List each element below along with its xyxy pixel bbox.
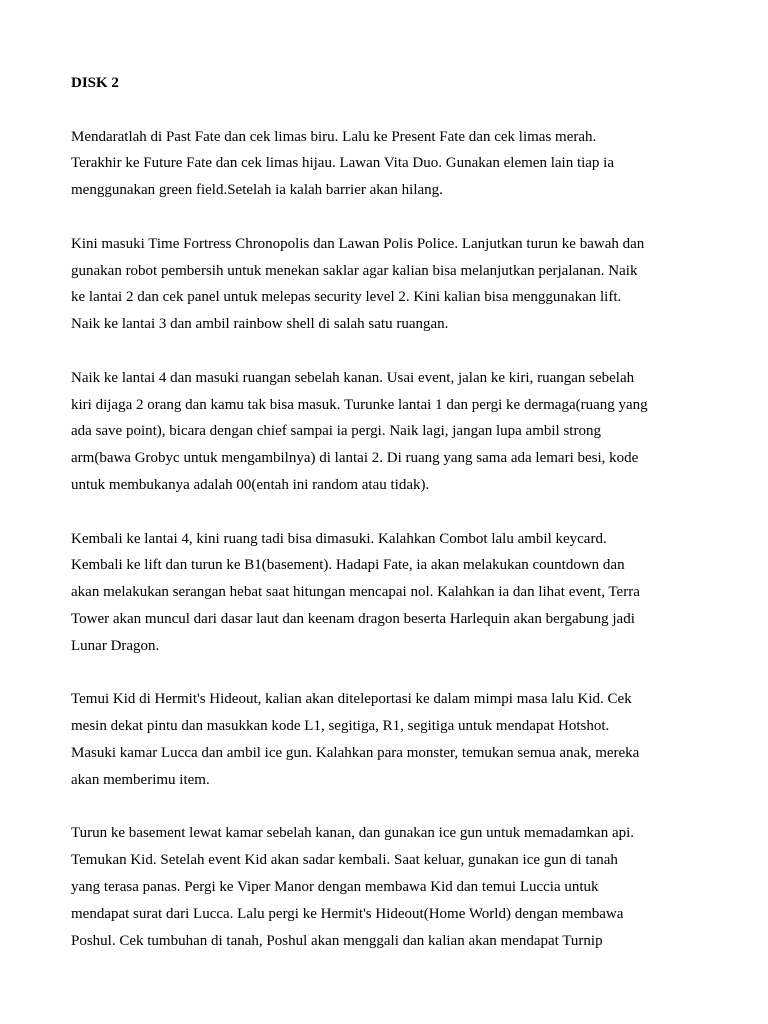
- paragraph-5: [71, 686, 661, 793]
- paragraph-line: gunakan robot pembersih untuk menekan saklar agar kalian bisa melanjutkan perjalanan. Naik: [71, 262, 638, 279]
- document-heading: DISK 2: [71, 75, 119, 91]
- paragraph-line: ke lantai 2 dan cek panel untuk melepas security level 2. Kini kalian bisa menggunakan lift.: [71, 289, 622, 306]
- paragraph-line: menggunakan green field.Setelah ia kalah barrier akan hilang.: [71, 182, 443, 199]
- paragraph-line: Lunar Dragon.: [71, 637, 160, 654]
- paragraph-4: [71, 526, 661, 660]
- paragraph-line: arm(bawa Grobyc untuk mengambilnya) di lantai 2. Di ruang yang sama ada lemari besi, kode: [71, 450, 639, 467]
- paragraph-line: akan melakukan serangan hebat saat hitungan mencapai nol. Kalahkan ia dan lihat event, Terra: [71, 584, 640, 601]
- paragraph-line: Terakhir ke Future Fate dan cek limas hijau. Lawan Vita Duo. Gunakan elemen lain tiap ia: [71, 155, 615, 172]
- paragraph-line: mendapat surat dari Lucca. Lalu pergi ke Hermit's Hideout(Home World) dengan membawa: [71, 905, 624, 922]
- paragraph-line: Kini masuki Time Fortress Chronopolis dan Lawan Polis Police. Lanjutkan turun ke bawah dan: [71, 235, 645, 252]
- paragraph-line: Kembali ke lantai 4, kini ruang tadi bisa dimasuki. Kalahkan Combot lalu ambil keycard.: [71, 530, 607, 547]
- paragraph-line: Temukan Kid. Setelah event Kid akan sadar kembali. Saat keluar, gunakan ice gun di tanah: [71, 852, 618, 869]
- paragraph-line: Naik ke lantai 4 dan masuki ruangan sebelah kanan. Usai event, jalan ke kiri, ruangan sebelah: [71, 369, 635, 386]
- paragraph-line: Poshul. Cek tumbuhan di tanah, Poshul akan menggali dan kalian akan mendapat Turnip: [71, 932, 603, 949]
- document-page: [71, 70, 661, 954]
- paragraph-line: akan memberimu item.: [71, 771, 210, 788]
- paragraph-line: ada save point), bicara dengan chief sampai ia pergi. Naik lagi, jangan lupa ambil strong: [71, 423, 601, 440]
- paragraph-line: Temui Kid di Hermit's Hideout, kalian akan diteleportasi ke dalam mimpi masa lalu Kid. Cek: [71, 691, 632, 708]
- paragraph-line: Mendaratlah di Past Fate dan cek limas biru. Lalu ke Present Fate dan cek limas merah.: [71, 128, 597, 145]
- paragraph-2: [71, 231, 661, 338]
- paragraph-line: Kembali ke lift dan turun ke B1(basement). Hadapi Fate, ia akan melakukan countdown dan: [71, 557, 625, 574]
- paragraph-line: mesin dekat pintu dan masukkan kode L1, segitiga, R1, segitiga untuk mendapat Hotshot.: [71, 718, 610, 735]
- paragraph-line: Masuki kamar Lucca dan ambil ice gun. Kalahkan para monster, temukan semua anak, mereka: [71, 744, 640, 761]
- paragraph-3: [71, 365, 661, 499]
- paragraph-6: [71, 820, 661, 954]
- paragraph-line: Tower akan muncul dari dasar laut dan keenam dragon beserta Harlequin akan bergabung jadi: [71, 610, 635, 627]
- paragraph-line: Turun ke basement lewat kamar sebelah kanan, dan gunakan ice gun untuk memadamkan api.: [71, 825, 635, 842]
- paragraph-line: Naik ke lantai 3 dan ambil rainbow shell di salah satu ruangan.: [71, 316, 449, 333]
- paragraph-1: [71, 124, 661, 204]
- paragraph-line: kiri dijaga 2 orang dan kamu tak bisa masuk. Turunke lantai 1 dan pergi ke dermaga(ruang yang: [71, 396, 648, 413]
- paragraph-line: untuk membukanya adalah 00(entah ini random atau tidak).: [71, 476, 430, 493]
- paragraph-line: yang terasa panas. Pergi ke Viper Manor dengan membawa Kid dan temui Luccia untuk: [71, 878, 599, 895]
